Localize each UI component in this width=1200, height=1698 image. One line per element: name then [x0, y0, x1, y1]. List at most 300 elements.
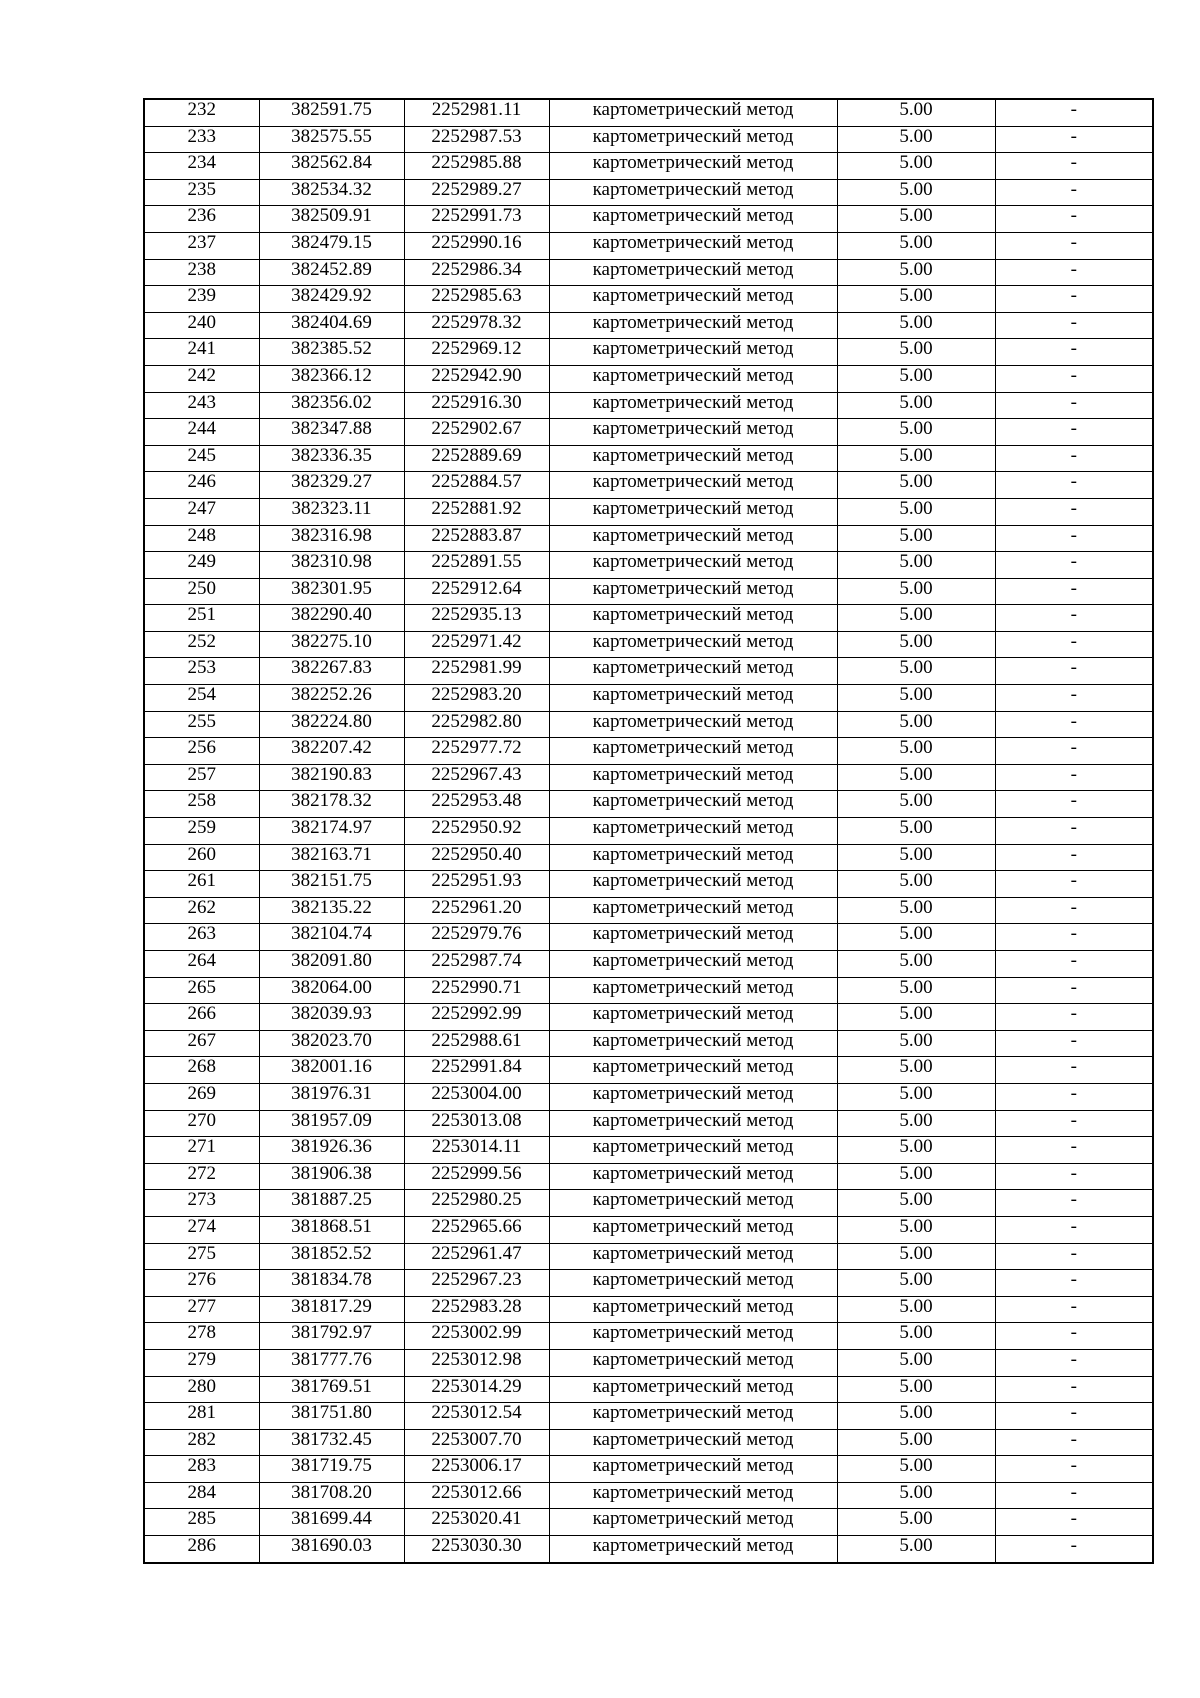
x-coordinate-cell: 382151.75: [259, 871, 404, 898]
point-number-cell: 249: [144, 552, 259, 579]
x-coordinate-cell: 382562.84: [259, 153, 404, 180]
y-coordinate-cell: 2252953.48: [404, 791, 549, 818]
point-number-cell: 278: [144, 1323, 259, 1350]
method-cell: картометрический метод: [549, 977, 837, 1004]
method-cell: картометрический метод: [549, 1137, 837, 1164]
note-cell: -: [995, 1270, 1153, 1297]
method-cell: картометрический метод: [549, 711, 837, 738]
accuracy-cell: 5.00: [837, 871, 995, 898]
table-row: [144, 472, 1153, 499]
point-number-cell: 244: [144, 419, 259, 446]
method-cell: картометрический метод: [549, 818, 837, 845]
table-row: [144, 312, 1153, 339]
note-cell: -: [995, 312, 1153, 339]
coordinates-table-body: [144, 99, 1153, 1563]
point-number-cell: 235: [144, 179, 259, 206]
y-coordinate-cell: 2252967.23: [404, 1270, 549, 1297]
method-cell: картометрический метод: [549, 259, 837, 286]
note-cell: -: [995, 578, 1153, 605]
accuracy-cell: 5.00: [837, 1376, 995, 1403]
note-cell: -: [995, 1456, 1153, 1483]
accuracy-cell: 5.00: [837, 1429, 995, 1456]
accuracy-cell: 5.00: [837, 1296, 995, 1323]
accuracy-cell: 5.00: [837, 605, 995, 632]
note-cell: -: [995, 631, 1153, 658]
table-row: [144, 1509, 1153, 1536]
note-cell: -: [995, 153, 1153, 180]
note-cell: -: [995, 445, 1153, 472]
table-row: [144, 1403, 1153, 1430]
x-coordinate-cell: 381699.44: [259, 1509, 404, 1536]
x-coordinate-cell: 382323.11: [259, 498, 404, 525]
accuracy-cell: 5.00: [837, 525, 995, 552]
table-row: [144, 818, 1153, 845]
note-cell: -: [995, 1296, 1153, 1323]
note-cell: -: [995, 1323, 1153, 1350]
x-coordinate-cell: 382135.22: [259, 897, 404, 924]
note-cell: -: [995, 472, 1153, 499]
table-row: [144, 605, 1153, 632]
point-number-cell: 255: [144, 711, 259, 738]
method-cell: картометрический метод: [549, 498, 837, 525]
table-row: [144, 419, 1153, 446]
table-row: [144, 1057, 1153, 1084]
method-cell: картометрический метод: [549, 126, 837, 153]
accuracy-cell: 5.00: [837, 419, 995, 446]
x-coordinate-cell: 381887.25: [259, 1190, 404, 1217]
y-coordinate-cell: 2253013.08: [404, 1110, 549, 1137]
x-coordinate-cell: 381751.80: [259, 1403, 404, 1430]
x-coordinate-cell: 382429.92: [259, 286, 404, 313]
x-coordinate-cell: 382275.10: [259, 631, 404, 658]
point-number-cell: 237: [144, 232, 259, 259]
note-cell: -: [995, 871, 1153, 898]
x-coordinate-cell: 382310.98: [259, 552, 404, 579]
y-coordinate-cell: 2252985.63: [404, 286, 549, 313]
method-cell: картометрический метод: [549, 1482, 837, 1509]
x-coordinate-cell: 381926.36: [259, 1137, 404, 1164]
x-coordinate-cell: 381690.03: [259, 1536, 404, 1563]
method-cell: картометрический метод: [549, 764, 837, 791]
accuracy-cell: 5.00: [837, 1110, 995, 1137]
accuracy-cell: 5.00: [837, 1349, 995, 1376]
table-row: [144, 498, 1153, 525]
note-cell: -: [995, 951, 1153, 978]
accuracy-cell: 5.00: [837, 1509, 995, 1536]
note-cell: -: [995, 179, 1153, 206]
point-number-cell: 245: [144, 445, 259, 472]
y-coordinate-cell: 2252987.53: [404, 126, 549, 153]
y-coordinate-cell: 2252991.73: [404, 206, 549, 233]
x-coordinate-cell: 382316.98: [259, 525, 404, 552]
y-coordinate-cell: 2252990.71: [404, 977, 549, 1004]
accuracy-cell: 5.00: [837, 1456, 995, 1483]
method-cell: картометрический метод: [549, 738, 837, 765]
table-row: [144, 711, 1153, 738]
accuracy-cell: 5.00: [837, 445, 995, 472]
point-number-cell: 273: [144, 1190, 259, 1217]
y-coordinate-cell: 2252961.20: [404, 897, 549, 924]
point-number-cell: 247: [144, 498, 259, 525]
point-number-cell: 243: [144, 392, 259, 419]
accuracy-cell: 5.00: [837, 339, 995, 366]
note-cell: -: [995, 1216, 1153, 1243]
method-cell: картометрический метод: [549, 578, 837, 605]
method-cell: картометрический метод: [549, 1243, 837, 1270]
accuracy-cell: 5.00: [837, 1137, 995, 1164]
point-number-cell: 265: [144, 977, 259, 1004]
point-number-cell: 279: [144, 1349, 259, 1376]
y-coordinate-cell: 2253004.00: [404, 1083, 549, 1110]
note-cell: -: [995, 126, 1153, 153]
note-cell: -: [995, 897, 1153, 924]
point-number-cell: 281: [144, 1403, 259, 1430]
table-row: [144, 179, 1153, 206]
x-coordinate-cell: 382452.89: [259, 259, 404, 286]
table-row: [144, 1110, 1153, 1137]
accuracy-cell: 5.00: [837, 498, 995, 525]
table-row: [144, 1349, 1153, 1376]
x-coordinate-cell: 382336.35: [259, 445, 404, 472]
point-number-cell: 286: [144, 1536, 259, 1563]
note-cell: -: [995, 977, 1153, 1004]
method-cell: картометрический метод: [549, 1296, 837, 1323]
point-number-cell: 264: [144, 951, 259, 978]
method-cell: картометрический метод: [549, 312, 837, 339]
x-coordinate-cell: 382178.32: [259, 791, 404, 818]
method-cell: картометрический метод: [549, 1323, 837, 1350]
table-row: [144, 1270, 1153, 1297]
accuracy-cell: 5.00: [837, 232, 995, 259]
table-row: [144, 392, 1153, 419]
y-coordinate-cell: 2252961.47: [404, 1243, 549, 1270]
point-number-cell: 238: [144, 259, 259, 286]
y-coordinate-cell: 2252983.20: [404, 685, 549, 712]
y-coordinate-cell: 2252999.56: [404, 1163, 549, 1190]
table-row: [144, 1482, 1153, 1509]
note-cell: -: [995, 339, 1153, 366]
point-number-cell: 266: [144, 1004, 259, 1031]
method-cell: картометрический метод: [549, 525, 837, 552]
x-coordinate-cell: 381719.75: [259, 1456, 404, 1483]
note-cell: -: [995, 1057, 1153, 1084]
note-cell: -: [995, 1243, 1153, 1270]
accuracy-cell: 5.00: [837, 578, 995, 605]
note-cell: -: [995, 232, 1153, 259]
table-row: [144, 764, 1153, 791]
accuracy-cell: 5.00: [837, 365, 995, 392]
point-number-cell: 234: [144, 153, 259, 180]
note-cell: -: [995, 1110, 1153, 1137]
y-coordinate-cell: 2252969.12: [404, 339, 549, 366]
y-coordinate-cell: 2253012.54: [404, 1403, 549, 1430]
accuracy-cell: 5.00: [837, 1216, 995, 1243]
method-cell: картометрический метод: [549, 445, 837, 472]
accuracy-cell: 5.00: [837, 818, 995, 845]
note-cell: -: [995, 1509, 1153, 1536]
accuracy-cell: 5.00: [837, 977, 995, 1004]
accuracy-cell: 5.00: [837, 924, 995, 951]
accuracy-cell: 5.00: [837, 392, 995, 419]
y-coordinate-cell: 2252951.93: [404, 871, 549, 898]
x-coordinate-cell: 382207.42: [259, 738, 404, 765]
note-cell: -: [995, 206, 1153, 233]
table-row: [144, 791, 1153, 818]
method-cell: картометрический метод: [549, 232, 837, 259]
y-coordinate-cell: 2253012.98: [404, 1349, 549, 1376]
point-number-cell: 267: [144, 1030, 259, 1057]
y-coordinate-cell: 2252884.57: [404, 472, 549, 499]
note-cell: -: [995, 844, 1153, 871]
y-coordinate-cell: 2252977.72: [404, 738, 549, 765]
note-cell: -: [995, 419, 1153, 446]
accuracy-cell: 5.00: [837, 951, 995, 978]
method-cell: картометрический метод: [549, 605, 837, 632]
table-row: [144, 1004, 1153, 1031]
point-number-cell: 276: [144, 1270, 259, 1297]
method-cell: картометрический метод: [549, 1403, 837, 1430]
y-coordinate-cell: 2252989.27: [404, 179, 549, 206]
method-cell: картометрический метод: [549, 153, 837, 180]
x-coordinate-cell: 382534.32: [259, 179, 404, 206]
point-number-cell: 240: [144, 312, 259, 339]
table-row: [144, 259, 1153, 286]
note-cell: -: [995, 1083, 1153, 1110]
accuracy-cell: 5.00: [837, 206, 995, 233]
table-row: [144, 99, 1153, 126]
point-number-cell: 261: [144, 871, 259, 898]
y-coordinate-cell: 2252971.42: [404, 631, 549, 658]
note-cell: -: [995, 924, 1153, 951]
point-number-cell: 246: [144, 472, 259, 499]
accuracy-cell: 5.00: [837, 552, 995, 579]
table-row: [144, 339, 1153, 366]
method-cell: картометрический метод: [549, 1163, 837, 1190]
method-cell: картометрический метод: [549, 99, 837, 126]
note-cell: -: [995, 658, 1153, 685]
table-row: [144, 232, 1153, 259]
note-cell: -: [995, 286, 1153, 313]
accuracy-cell: 5.00: [837, 1004, 995, 1031]
x-coordinate-cell: 381732.45: [259, 1429, 404, 1456]
point-number-cell: 251: [144, 605, 259, 632]
accuracy-cell: 5.00: [837, 764, 995, 791]
y-coordinate-cell: 2252982.80: [404, 711, 549, 738]
y-coordinate-cell: 2253020.41: [404, 1509, 549, 1536]
note-cell: -: [995, 99, 1153, 126]
method-cell: картометрический метод: [549, 1030, 837, 1057]
x-coordinate-cell: 381868.51: [259, 1216, 404, 1243]
y-coordinate-cell: 2252992.99: [404, 1004, 549, 1031]
x-coordinate-cell: 381834.78: [259, 1270, 404, 1297]
x-coordinate-cell: 382366.12: [259, 365, 404, 392]
note-cell: -: [995, 392, 1153, 419]
method-cell: картометрический метод: [549, 791, 837, 818]
x-coordinate-cell: 381852.52: [259, 1243, 404, 1270]
point-number-cell: 233: [144, 126, 259, 153]
x-coordinate-cell: 382509.91: [259, 206, 404, 233]
note-cell: -: [995, 791, 1153, 818]
note-cell: -: [995, 498, 1153, 525]
point-number-cell: 260: [144, 844, 259, 871]
table-row: [144, 685, 1153, 712]
note-cell: -: [995, 1536, 1153, 1563]
accuracy-cell: 5.00: [837, 1403, 995, 1430]
table-row: [144, 844, 1153, 871]
table-row: [144, 1536, 1153, 1563]
x-coordinate-cell: 382224.80: [259, 711, 404, 738]
table-row: [144, 126, 1153, 153]
x-coordinate-cell: 381906.38: [259, 1163, 404, 1190]
accuracy-cell: 5.00: [837, 1083, 995, 1110]
method-cell: картометрический метод: [549, 1057, 837, 1084]
point-number-cell: 262: [144, 897, 259, 924]
y-coordinate-cell: 2252965.66: [404, 1216, 549, 1243]
y-coordinate-cell: 2252967.43: [404, 764, 549, 791]
accuracy-cell: 5.00: [837, 711, 995, 738]
accuracy-cell: 5.00: [837, 259, 995, 286]
table-row: [144, 871, 1153, 898]
y-coordinate-cell: 2252912.64: [404, 578, 549, 605]
accuracy-cell: 5.00: [837, 1057, 995, 1084]
y-coordinate-cell: 2252902.67: [404, 419, 549, 446]
accuracy-cell: 5.00: [837, 658, 995, 685]
method-cell: картометрический метод: [549, 1349, 837, 1376]
y-coordinate-cell: 2252883.87: [404, 525, 549, 552]
method-cell: картометрический метод: [549, 1110, 837, 1137]
accuracy-cell: 5.00: [837, 738, 995, 765]
x-coordinate-cell: 382404.69: [259, 312, 404, 339]
point-number-cell: 254: [144, 685, 259, 712]
table-row: [144, 1190, 1153, 1217]
method-cell: картометрический метод: [549, 924, 837, 951]
table-row: [144, 738, 1153, 765]
method-cell: картометрический метод: [549, 286, 837, 313]
accuracy-cell: 5.00: [837, 1190, 995, 1217]
method-cell: картометрический метод: [549, 844, 837, 871]
y-coordinate-cell: 2252891.55: [404, 552, 549, 579]
table-row: [144, 1216, 1153, 1243]
note-cell: -: [995, 1482, 1153, 1509]
x-coordinate-cell: 381792.97: [259, 1323, 404, 1350]
method-cell: картометрический метод: [549, 419, 837, 446]
accuracy-cell: 5.00: [837, 631, 995, 658]
accuracy-cell: 5.00: [837, 1030, 995, 1057]
method-cell: картометрический метод: [549, 871, 837, 898]
point-number-cell: 259: [144, 818, 259, 845]
y-coordinate-cell: 2253007.70: [404, 1429, 549, 1456]
point-number-cell: 236: [144, 206, 259, 233]
x-coordinate-cell: 382039.93: [259, 1004, 404, 1031]
note-cell: -: [995, 1429, 1153, 1456]
point-number-cell: 257: [144, 764, 259, 791]
note-cell: -: [995, 685, 1153, 712]
note-cell: -: [995, 605, 1153, 632]
x-coordinate-cell: 382356.02: [259, 392, 404, 419]
table-row: [144, 1083, 1153, 1110]
point-number-cell: 250: [144, 578, 259, 605]
note-cell: -: [995, 818, 1153, 845]
x-coordinate-cell: 382252.26: [259, 685, 404, 712]
table-row: [144, 365, 1153, 392]
point-number-cell: 272: [144, 1163, 259, 1190]
method-cell: картометрический метод: [549, 951, 837, 978]
x-coordinate-cell: 382267.83: [259, 658, 404, 685]
x-coordinate-cell: 382190.83: [259, 764, 404, 791]
point-number-cell: 283: [144, 1456, 259, 1483]
x-coordinate-cell: 382347.88: [259, 419, 404, 446]
point-number-cell: 269: [144, 1083, 259, 1110]
y-coordinate-cell: 2252988.61: [404, 1030, 549, 1057]
y-coordinate-cell: 2252986.34: [404, 259, 549, 286]
method-cell: картометрический метод: [549, 1376, 837, 1403]
table-row: [144, 631, 1153, 658]
y-coordinate-cell: 2252881.92: [404, 498, 549, 525]
x-coordinate-cell: 382064.00: [259, 977, 404, 1004]
table-row: [144, 1163, 1153, 1190]
point-number-cell: 284: [144, 1482, 259, 1509]
note-cell: -: [995, 1349, 1153, 1376]
method-cell: картометрический метод: [549, 1004, 837, 1031]
x-coordinate-cell: 381957.09: [259, 1110, 404, 1137]
method-cell: картометрический метод: [549, 1083, 837, 1110]
table-row: [144, 578, 1153, 605]
x-coordinate-cell: 382023.70: [259, 1030, 404, 1057]
table-row: [144, 977, 1153, 1004]
accuracy-cell: 5.00: [837, 126, 995, 153]
note-cell: -: [995, 1137, 1153, 1164]
point-number-cell: 256: [144, 738, 259, 765]
method-cell: картометрический метод: [549, 685, 837, 712]
table-row: [144, 1456, 1153, 1483]
note-cell: -: [995, 764, 1153, 791]
point-number-cell: 252: [144, 631, 259, 658]
y-coordinate-cell: 2253030.30: [404, 1536, 549, 1563]
point-number-cell: 282: [144, 1429, 259, 1456]
y-coordinate-cell: 2252983.28: [404, 1296, 549, 1323]
accuracy-cell: 5.00: [837, 1243, 995, 1270]
note-cell: -: [995, 1403, 1153, 1430]
point-number-cell: 248: [144, 525, 259, 552]
accuracy-cell: 5.00: [837, 472, 995, 499]
table-row: [144, 206, 1153, 233]
table-row: [144, 1243, 1153, 1270]
point-number-cell: 241: [144, 339, 259, 366]
x-coordinate-cell: 382163.71: [259, 844, 404, 871]
accuracy-cell: 5.00: [837, 1323, 995, 1350]
method-cell: картометрический метод: [549, 392, 837, 419]
table-row: [144, 1296, 1153, 1323]
method-cell: картометрический метод: [549, 365, 837, 392]
method-cell: картометрический метод: [549, 1190, 837, 1217]
x-coordinate-cell: 382091.80: [259, 951, 404, 978]
x-coordinate-cell: 382001.16: [259, 1057, 404, 1084]
method-cell: картометрический метод: [549, 472, 837, 499]
y-coordinate-cell: 2252991.84: [404, 1057, 549, 1084]
accuracy-cell: 5.00: [837, 1270, 995, 1297]
y-coordinate-cell: 2252942.90: [404, 365, 549, 392]
x-coordinate-cell: 382385.52: [259, 339, 404, 366]
x-coordinate-cell: 382591.75: [259, 99, 404, 126]
method-cell: картометрический метод: [549, 179, 837, 206]
method-cell: картометрический метод: [549, 552, 837, 579]
y-coordinate-cell: 2252981.99: [404, 658, 549, 685]
accuracy-cell: 5.00: [837, 1536, 995, 1563]
point-number-cell: 277: [144, 1296, 259, 1323]
y-coordinate-cell: 2252935.13: [404, 605, 549, 632]
x-coordinate-cell: 381769.51: [259, 1376, 404, 1403]
y-coordinate-cell: 2252889.69: [404, 445, 549, 472]
